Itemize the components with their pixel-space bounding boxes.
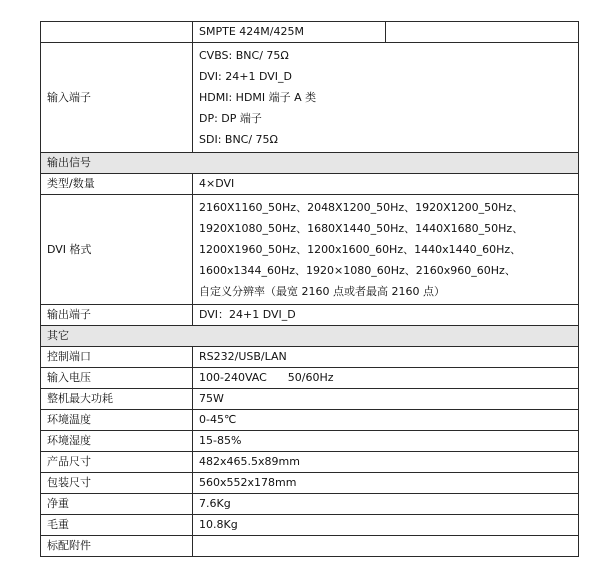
spec-value: DVI：24+1 DVI_D [193, 305, 579, 326]
table-row [41, 410, 579, 431]
spec-value: RS232/USB/LAN [193, 347, 579, 368]
spec-label: 控制端口 [41, 347, 193, 368]
section-row [41, 153, 579, 174]
section-heading: 其它 [41, 326, 579, 347]
spec-label: 产品尺寸 [41, 452, 193, 473]
spec-label: DVI 格式 [41, 195, 193, 305]
table-row [41, 431, 579, 452]
section-row [41, 326, 579, 347]
spec-value-line: 2160X1160_50Hz、2048X1200_50Hz、1920X1200_50Hz、 [199, 201, 524, 214]
table-row [41, 305, 579, 326]
table-row [41, 536, 579, 557]
spec-value-line: DVI: 24+1 DVI_D [199, 70, 292, 83]
spec-label: 净重 [41, 494, 193, 515]
spec-label: 标配附件 [41, 536, 193, 557]
spec-label: 输入端子 [41, 43, 193, 153]
spec-value-line: 1920X1080_50Hz、1680X1440_50Hz、1440X1680_50Hz、 [199, 222, 524, 235]
spec-label: 整机最大功耗 [41, 389, 193, 410]
table-row [41, 347, 579, 368]
spec-label-cell [41, 22, 193, 43]
spec-table [40, 21, 579, 557]
spec-label: 毛重 [41, 515, 193, 536]
table-row [41, 22, 579, 43]
spec-value [193, 536, 579, 557]
spec-label: 类型/数量 [41, 174, 193, 195]
spec-value: SMPTE 424M/425M [193, 22, 386, 43]
spec-value: 15-85% [193, 431, 579, 452]
spec-value: 560x552x178mm [193, 473, 579, 494]
table-row [41, 452, 579, 473]
spec-label: 环境湿度 [41, 431, 193, 452]
section-heading: 输出信号 [41, 153, 579, 174]
spec-value-line: 自定义分辨率（最宽 2160 点或者最高 2160 点） [199, 285, 445, 298]
table-row [41, 473, 579, 494]
spec-value-multiline [193, 195, 579, 305]
spec-value-line: DP: DP 端子 [199, 112, 262, 125]
spec-value-line: 1200X1960_50Hz、1200x1600_60Hz、1440x1440_60Hz、 [199, 243, 522, 256]
spec-value-line: 1600x1344_60Hz、1920×1080_60Hz、2160x960_60Hz、 [199, 264, 516, 277]
spec-label: 环境温度 [41, 410, 193, 431]
table-row [41, 174, 579, 195]
spec-label: 输出端子 [41, 305, 193, 326]
table-row [41, 368, 579, 389]
spec-value: 10.8Kg [193, 515, 579, 536]
spec-value: 7.6Kg [193, 494, 579, 515]
table-row [41, 389, 579, 410]
spec-label: 输入电压 [41, 368, 193, 389]
spec-value-line: HDMI: HDMI 端子 A 类 [199, 91, 317, 104]
spec-value: 75W [193, 389, 579, 410]
spec-value: 482x465.5x89mm [193, 452, 579, 473]
spec-value: 100-240VAC 50/60Hz [193, 368, 579, 389]
table-row [41, 195, 579, 305]
spec-value-line: CVBS: BNC/ 75Ω [199, 49, 289, 62]
spec-label: 包装尺寸 [41, 473, 193, 494]
spec-value-line: SDI: BNC/ 75Ω [199, 133, 278, 146]
spec-empty-cell [386, 22, 579, 43]
spec-value-multiline [193, 43, 579, 153]
table-row [41, 494, 579, 515]
spec-value: 0-45℃ [193, 410, 579, 431]
table-row [41, 43, 579, 153]
table-row [41, 515, 579, 536]
spec-value: 4×DVI [193, 174, 579, 195]
spec-sheet [40, 21, 578, 557]
